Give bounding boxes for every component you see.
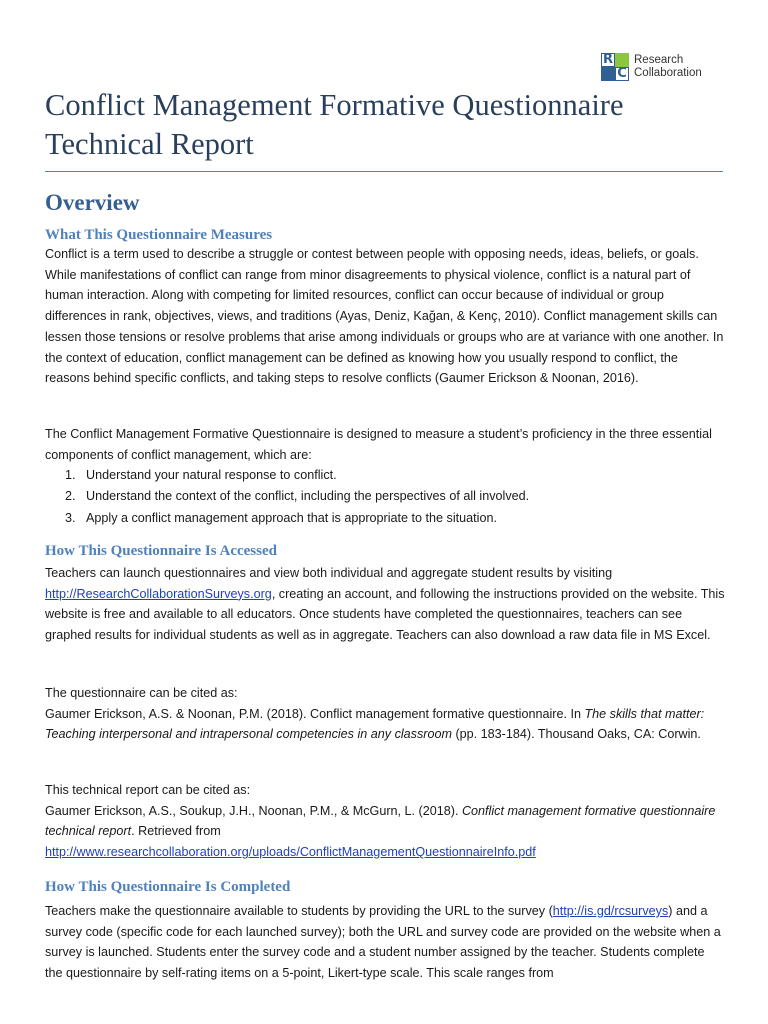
measures-heading: What This Questionnaire Measures <box>45 227 273 243</box>
report-pdf-link[interactable]: http://www.researchcollaboration.org/uploads/ConflictManagementQuestionnaireInfo.pdf <box>45 845 536 860</box>
report-citation: This technical report can be cited as: Gaumer Erickson, A.S., Soukup, J.H., Noonan, P.M., & McGurn, L. (2018). Conflict management formative questionnaire technical report. Retrieved from http://www.researchcollaboration.org/uploads/ConflictManagementQuestionnaireInfo.pdf <box>45 780 725 863</box>
accessed-heading: How This Questionnaire Is Accessed <box>45 543 277 559</box>
components-list <box>65 465 529 529</box>
logo-text: Research Collaboration <box>634 54 702 79</box>
overview-heading: Overview <box>45 190 140 215</box>
logo-mark-icon <box>601 53 629 81</box>
list-item: 1. Understand your natural response to conflict. <box>65 468 337 482</box>
rcsurveys-link[interactable]: http://is.gd/rcsurveys <box>552 904 669 918</box>
list-item: 3. Apply a conflict management approach that is appropriate to the situation. <box>65 510 497 525</box>
completed-heading: How This Questionnaire Is Completed <box>45 879 291 895</box>
title-divider <box>45 171 723 172</box>
accessed-paragraph: Teachers can launch questionnaires and view both individual and aggregate student results by visiting http://ResearchCollaborationSurveys.org, creating an account, and following the instructions provided on the website. This website is free and available to all educators. Once students have completed the questionnaires, teachers can see graphed results for individual students as well as in aggregate. Teachers can also download a raw data file in MS Excel. <box>45 566 725 643</box>
page-title: Conflict Management Formative Questionnaire Technical Report <box>45 88 624 161</box>
list-item: 2. Understand the context of the conflict, including the perspectives of all involved. <box>65 489 530 504</box>
citation-label: This technical report can be cited as: <box>45 783 251 797</box>
research-collaboration-logo <box>601 52 731 82</box>
logo-letter-c: C <box>615 67 629 81</box>
surveys-site-link[interactable]: http://ResearchCollaborationSurveys.org <box>45 586 272 601</box>
components-intro-paragraph: The Conflict Management Formative Questionnaire is designed to measure a student’s proficiency in the three essential components of conflict management, which are: <box>45 427 712 462</box>
measures-paragraph: Conflict is a term used to describe a struggle or contest between people with opposing needs, ideas, beliefs, or goals. While manifestations of conflict can range from minor disagreements to physical violence, conflict is a natural part of human interaction. Along with competing for limited resources, conflict can occur because of individual or group differences in rank, objectives, views, and traditions (Ayas, Deniz, Kağan, & Kenç, 2010). Conflict management skills can lessen those tensions or resolve problems that arise among individuals or groups who are at variance with one another. In the context of education, conflict management can be defined as knowing how you usually respond to conflict, the reasons behind specific conflicts, and taking steps to resolve conflicts (Gaumer Erickson & Noonan, 2016). <box>45 247 724 386</box>
citation-label: The questionnaire can be cited as: <box>45 686 238 700</box>
questionnaire-citation: The questionnaire can be cited as: Gaumer Erickson, A.S. & Noonan, P.M. (2018). Conflict management formative questionnaire. In The skills that matter: Teaching interpersonal and intrapersonal competencies in any classroom (pp. 183-184). Thousand Oaks, CA: Corwin. <box>45 683 725 745</box>
completed-paragraph: Teachers make the questionnaire available to students by providing the URL to the survey (http://is.gd/rcsurveys) and a survey code (specific code for each launched survey); both the URL and survey code are provided on the website when a survey is launched. Students enter the survey code and a student number assigned by the teacher. Students complete the questionnaire by self-rating items on a 5-point, Likert-type scale. This scale ranges from <box>45 904 721 981</box>
logo-letter-r: R <box>602 52 613 67</box>
